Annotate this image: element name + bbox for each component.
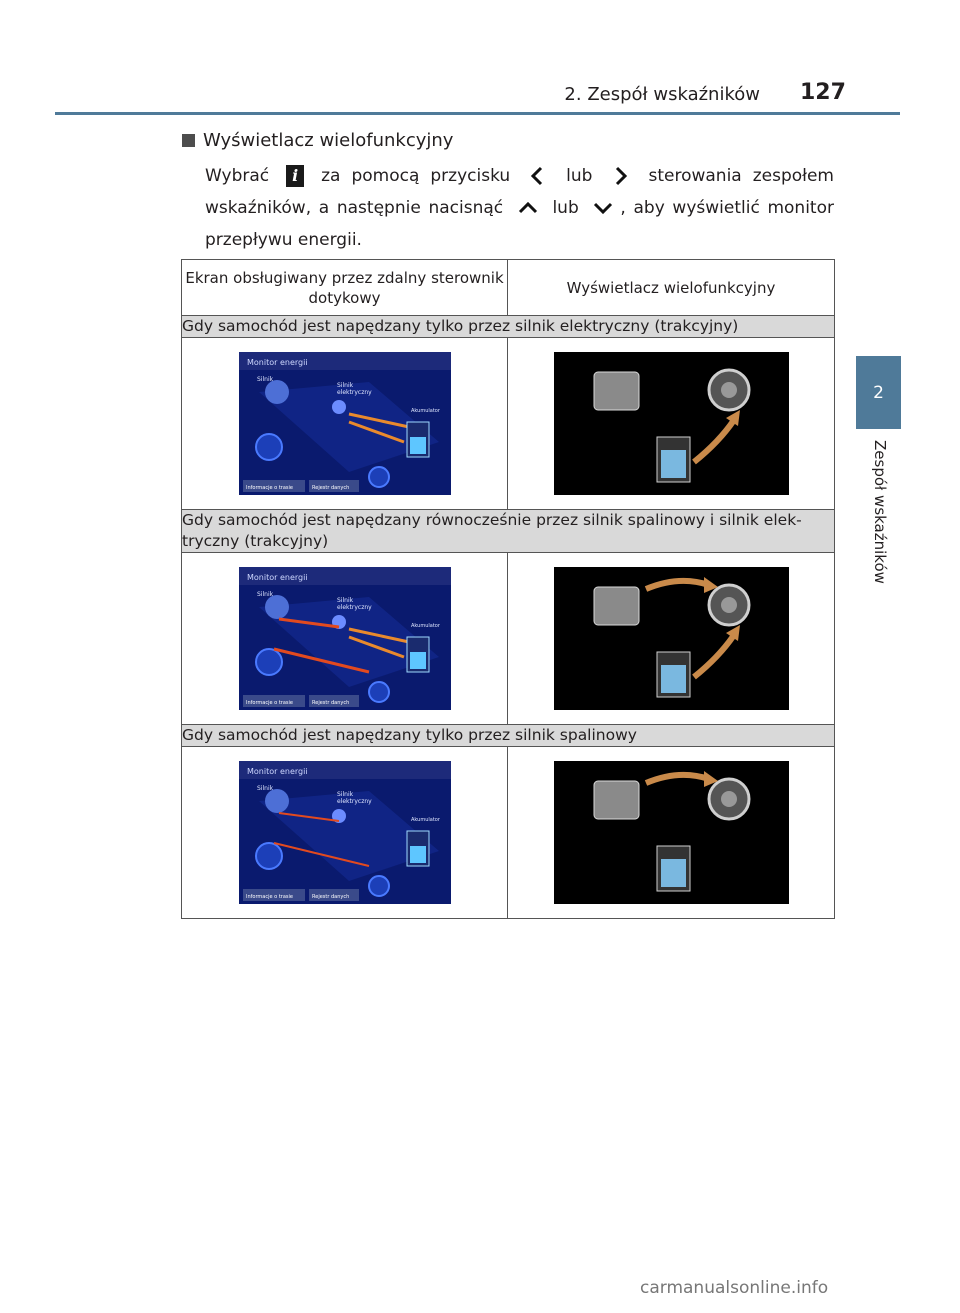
header-rule xyxy=(55,112,900,115)
page-number: 127 xyxy=(800,80,846,105)
svg-text:Akumulator: Akumulator xyxy=(410,623,440,629)
chapter-tab: 2 xyxy=(856,356,901,429)
watermark: carmanualsonline.info xyxy=(640,1278,829,1298)
energy-monitor-screen xyxy=(239,567,451,710)
section-heading xyxy=(182,130,453,151)
mfd-cell xyxy=(508,338,835,510)
svg-text:elektryczny: elektryczny xyxy=(336,389,372,396)
intro-text-2: za pomocą przycisku xyxy=(321,166,511,186)
column-header-mfd: Wyświetlacz wielofunkcyjny xyxy=(508,260,835,316)
svg-text:Silnik: Silnik xyxy=(336,597,353,604)
svg-text:Informacje o trasie: Informacje o trasie xyxy=(245,700,293,706)
svg-text:Monitor energii: Monitor energii xyxy=(246,573,308,582)
remote-touch-screen-cell xyxy=(182,553,508,725)
chevron-down-icon xyxy=(592,197,614,219)
row-caption-hybrid: Gdy samochód jest napędzany równocześnie przez silnik spalinowy i silnik elek-tryczny (trakcyjny) xyxy=(182,510,835,553)
svg-text:Rejestr danych: Rejestr danych xyxy=(311,485,349,491)
svg-text:Silnik: Silnik xyxy=(336,791,353,798)
remote-touch-screen-cell xyxy=(182,338,508,510)
remote-touch-screen-cell xyxy=(182,747,508,919)
svg-text:Silnik: Silnik xyxy=(256,591,273,598)
energy-monitor-screen xyxy=(239,352,451,495)
chevron-left-icon xyxy=(527,165,549,187)
row-caption-ev: Gdy samochód jest napędzany tylko przez silnik elektryczny (trakcyjny) xyxy=(182,316,835,338)
chapter-tab-label: Zespół wskaźników xyxy=(871,440,889,584)
svg-text:Silnik: Silnik xyxy=(336,382,353,389)
intro-text-6: , aby wyświetlić monitor przepływu energii. xyxy=(205,198,834,250)
svg-text:Akumulator: Akumulator xyxy=(410,408,440,414)
mfd-cell xyxy=(508,747,835,919)
energy-monitor-screen xyxy=(239,761,451,904)
mfd-energy-flow xyxy=(554,567,789,710)
screen-title: Monitor energii xyxy=(246,358,308,367)
svg-text:elektryczny: elektryczny xyxy=(336,798,372,805)
chevron-up-icon xyxy=(517,197,539,219)
svg-text:elektryczny: elektryczny xyxy=(336,604,372,611)
intro-text-1: Wybrać xyxy=(205,166,270,186)
bullet-square-icon xyxy=(182,134,195,147)
mfd-energy-flow xyxy=(554,352,789,495)
info-icon: i xyxy=(286,165,304,187)
svg-text:Silnik: Silnik xyxy=(256,785,273,792)
svg-text:Monitor energii: Monitor energii xyxy=(246,767,308,776)
intro-text-3: lub xyxy=(566,166,593,186)
svg-text:Akumulator: Akumulator xyxy=(410,817,440,823)
section-heading-text: Wyświetlacz wielofunkcyjny xyxy=(203,130,454,151)
running-header: 2. Zespół wskaźników xyxy=(564,84,760,105)
energy-flow-table xyxy=(181,259,835,919)
intro-paragraph xyxy=(205,160,834,256)
row-caption-engine: Gdy samochód jest napędzany tylko przez silnik spalinowy xyxy=(182,725,835,747)
column-header-remote-touch: Ekran obsługiwany przez zdalny sterownik dotykowy xyxy=(182,260,508,316)
svg-text:Rejestr danych: Rejestr danych xyxy=(311,700,349,706)
svg-text:Rejestr danych: Rejestr danych xyxy=(311,894,349,900)
intro-text-4: sterowania zespołem wskaźników, a następnie nacisnąć xyxy=(205,166,834,218)
mfd-energy-flow xyxy=(554,761,789,904)
chevron-right-icon xyxy=(609,165,631,187)
mfd-cell xyxy=(508,553,835,725)
svg-text:Silnik: Silnik xyxy=(256,376,273,383)
intro-text-5: lub xyxy=(552,198,579,218)
svg-text:Informacje o trasie: Informacje o trasie xyxy=(245,894,293,900)
svg-text:Informacje o trasie: Informacje o trasie xyxy=(245,485,293,491)
